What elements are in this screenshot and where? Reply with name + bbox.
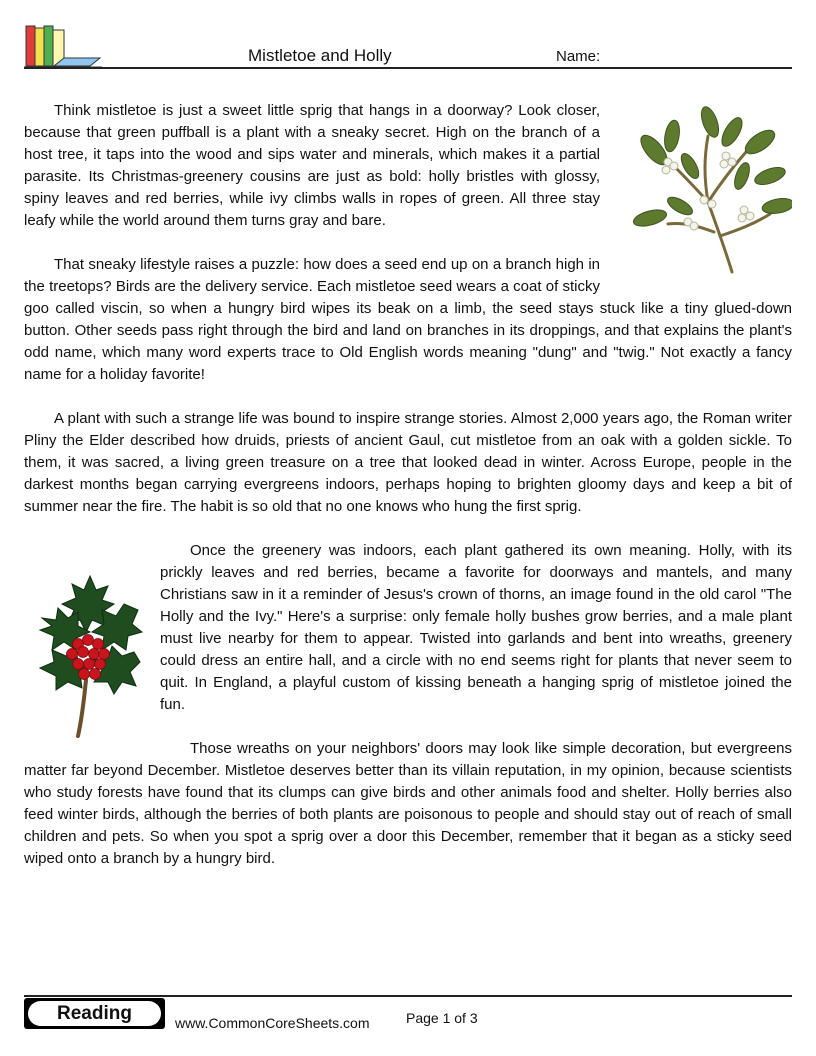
paragraph-4: Once the greenery was indoors, each plant gathered its own meaning. Holly, with its prickly leaves and red berries, became a favorite for doorways and mantels, and many Christians saw in it a reminder of Jesus's crown of thorns, an image found in the old carol "The Holly and the Ivy." Here's a surprise: only female holly bushes grow berries, and a male plant must live nearby for them to appear. Twisted into garlands and bent into wreaths, greenery could dress an entire hall, and a circle with no end seems right for plants that never seem to quit. In England, a playful custom of kissing beneath a hanging sprig of mistletoe joined the fun. [160,542,792,713]
page-header [24,22,792,70]
holly-illustration-icon [36,570,144,738]
page-number: Page 1 of 3 [406,1010,478,1026]
paragraph-2: That sneaky lifestyle raises a puzzle: how does a seed end up on a branch high in the treetops? Birds are the delivery service. Each mistletoe seed wears a coat of sticky goo called viscin, so when a hungry bird wipes its beak on a limb, the seed stays stuck like a tiny glued-down button. Other seeds pass right through the bird and land on branches in its droppings, and that explains the plant's odd name, which many word experts trace to Old English words meaning "dung" and "twig." Not exactly a fancy name for a holiday favorite! [24,256,792,383]
name-label: Name: [556,48,601,65]
paragraph-1: Think mistletoe is just a sweet little sprig that hangs in a doorway? Look closer, because that green puffball is a plant with a sneaky secret. High on the branch of a host tree, it taps into the wood and sips water and minerals, which makes it a partial parasite. Its Christmas-greenery cousins are just as bold: holly bristles with glossy, spiny leaves and red berries, while ivy climbs walls in ropes of green. All three stay leafy while the world around them turns gray and bare. [24,102,600,229]
worksheet-title: Mistletoe and Holly [248,46,392,65]
paragraph-5: Those wreaths on your neighbors' doors may look like simple decoration, but evergreens matter far beyond December. Mistletoe deserves better than its villain reputation, in my opinion, because scientists who study forests have found that its clumps can give birds and other animals food and shelter. Holly berries also feed winter birds, although the berries of both plants are poisonous to people and should stay out of reach of small children and pets. So when you spot a sprig over a door this December, remember that it began as a sticky seed wiped onto a branch by a hungry bird. [24,740,792,867]
header-divider [24,67,792,69]
books-logo-icon [24,24,104,68]
paragraph-3: A plant with such a strange life was bound to inspire strange stories. Almost 2,000 years ago, the Roman writer Pliny the Elder described how druids, priests of ancient Gaul, cut mistletoe from an oak with a golden sickle. To them, it was sacred, a living green treasure on a tree that looked dead in winter. Across Europe, people in the darkest months began carrying evergreens indoors, perhaps hoping to brighten gloomy days and keep a bit of summer near the fire. The habit is so old that no one knows who hung the first sprig. [24,410,792,515]
site-url: www.CommonCoreSheets.com [175,1015,370,1031]
footer-divider [24,995,792,997]
reading-badge-label: Reading [28,1001,161,1026]
mistletoe-illustration-icon [620,106,792,278]
reading-badge [24,998,165,1029]
article-body [24,100,792,892]
